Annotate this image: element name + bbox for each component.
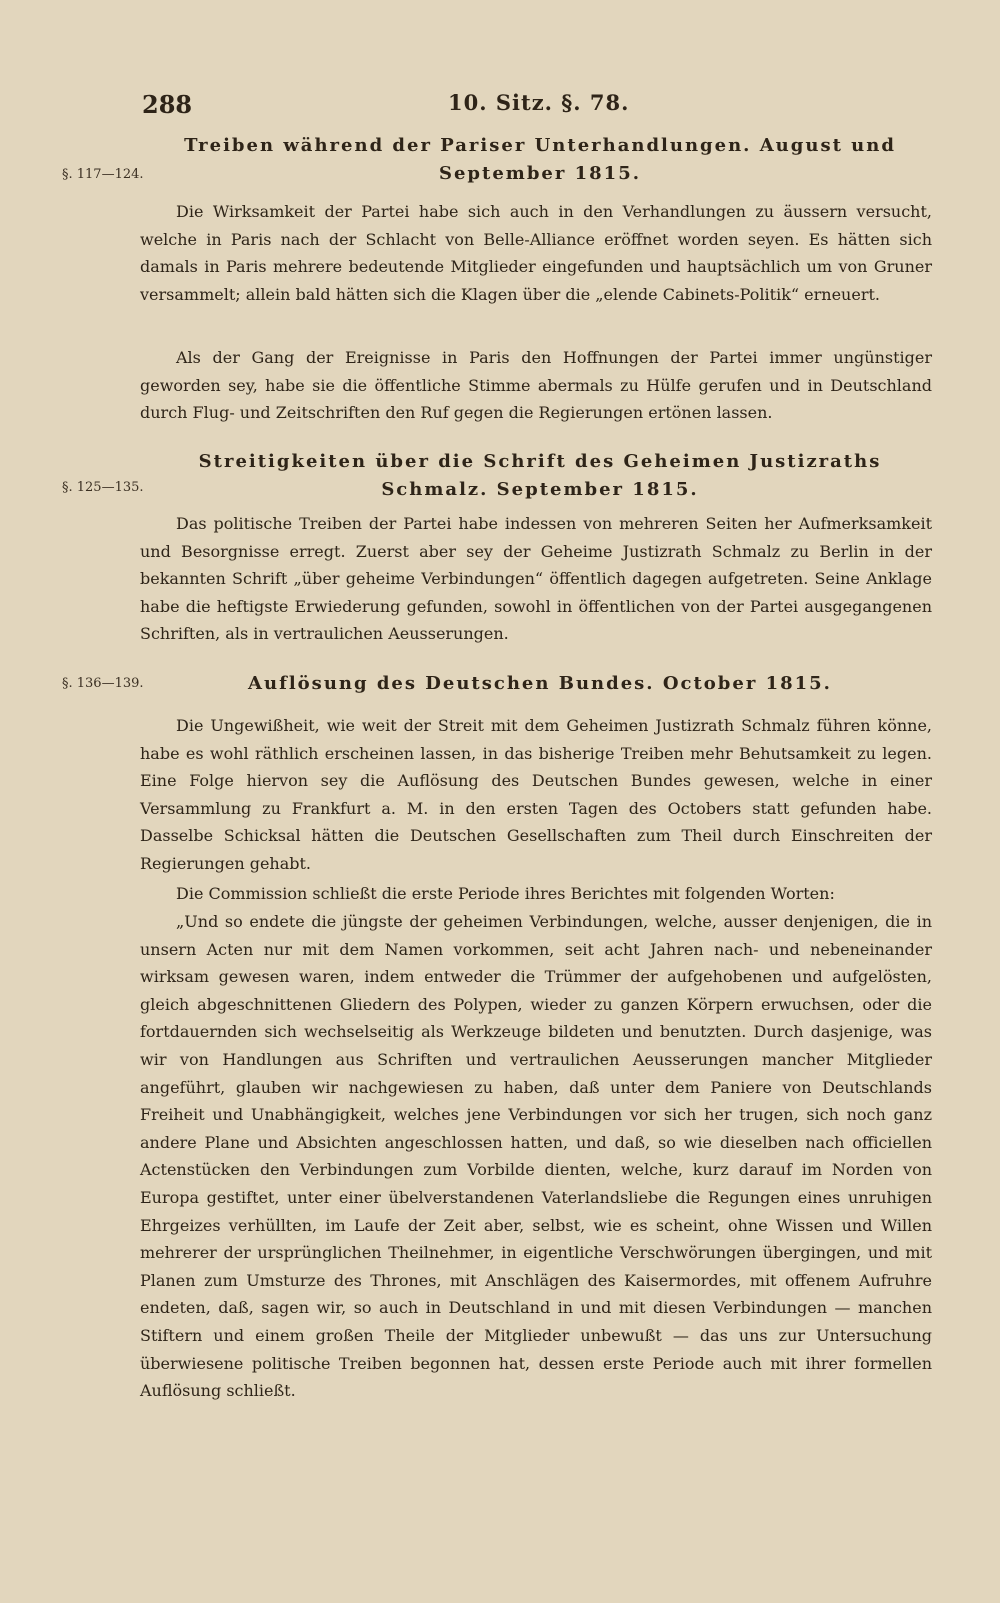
paragraph: Das politische Treiben der Partei habe indessen von mehreren Seiten her Aufmerksamkeit und Besorgnisse erregt. Zuerst aber sey der Geheime Justizrath Schmalz zu Berlin in der bekannten Schrift „über geheime Verbindungen“ öffentlich dagegen aufgetreten. Seine Anklage habe die heftigste Erwiederung gefunden, sowohl in öffentlichen von der Partei ausgegangenen Schriften, als in vertraulichen Aeusserungen. xyxy=(140,514,932,644)
page-header xyxy=(0,90,1000,124)
paragraph: Als der Gang der Ereignisse in Paris den Hoffnungen der Partei immer ungünstiger geworden sey, habe sie die öffentliche Stimme abermals zu Hülfe gerufen und in Deutschland durch Flug- und Zeitschriften den Ruf gegen die Regierungen ertönen lassen. xyxy=(140,348,932,423)
margin-reference: §. 125—135. xyxy=(62,480,144,495)
running-head: 10. Sitz. §. 78. xyxy=(448,90,630,115)
margin-reference: §. 136—139. xyxy=(62,676,144,691)
quoted-paragraph: „Und so endete die jüngste der geheimen Verbindungen, welche, ausser denjenigen, die in unsern Acten nur mit dem Namen vorkommen, seit acht Jahren nach- und nebeneinander wirksam gewesen waren, indem entweder die Trümmer der aufgehobenen und aufgelösten, gleich abgeschnittenen Gliedern des Polypen, wieder zu ganzen Körpern erwuchsen, oder die fortdauernden sich wechselseitig als Werkzeuge bildeten und benutzten. Durch dasjenige, was wir von Handlungen aus Schriften und vertraulichen Aeusserungen mancher Mitglieder angeführt, glauben wir nachgewiesen zu haben, daß unter dem Paniere von Deutschlands Freiheit und Unabhängigkeit, welches jene Verbindungen vor sich her trugen, sich noch ganz andere Plane und Absichten angeschlossen hatten, und daß, so wie dieselben nach officiellen Actenstücken den Verbindungen zum Vorbilde dienten, welche, kurz darauf im Norden von Europa gestiftet, unter einer übelverstandenen Vaterlandsliebe die Regungen eines unruhigen Ehrgeizes verhüllten, im Laufe der Zeit aber, selbst, wie es scheint, ohne Wissen und Willen mehrerer der ursprünglichen Theilnehmer, in eigentliche Verschwörungen übergingen, und mit Planen zum Umsturze des Thrones, mit Anschlägen des Kaisermordes, mit offenem Aufruhre endeten, daß, sagen wir, so auch in Deutschland in und mit diesen Verbindungen — manchen Stiftern und einem großen Theile der Mitglieder unbewußt — das uns zur Untersuchung überwiesene politische Treiben begonnen hat, dessen erste Periode auch mit ihrer formellen Auflösung schließt. xyxy=(140,912,932,1401)
page-number: 288 xyxy=(142,90,193,119)
section-heading: Auflösung des Deutschen Bundes. October 1815. xyxy=(248,673,832,694)
section-heading: Streitigkeiten über die Schrift des Geheimen Justizraths Schmalz. September 1815. xyxy=(198,451,882,500)
paragraph: Die Commission schließt die erste Periode ihres Berichtes mit folgenden Worten: xyxy=(176,884,835,903)
paragraph: Die Ungewißheit, wie weit der Streit mit dem Geheimen Justizrath Schmalz führen könne, habe es wohl räthlich erscheinen lassen, in das bisherige Treiben mehr Behutsamkeit zu legen. Eine Folge hiervon sey die Auflösung des Deutschen Bundes gewesen, welche in einer Versammlung zu Frankfurt a. M. in den ersten Tagen des Octobers statt gefunden habe. Dasselbe Schicksal hätten die Deutschen Gesellschaften zum Theil durch Einschreiten der Regierungen gehabt. xyxy=(140,716,932,873)
paragraph: Die Wirksamkeit der Partei habe sich auch in den Verhandlungen zu äussern versucht, welche in Paris nach der Schlacht von Belle-Alliance eröffnet worden seyen. Es hätten sich damals in Paris mehrere bedeutende Mitglieder eingefunden und hauptsächlich um von Gruner versammelt; allein bald hätten sich die Klagen über die „elende Cabinets-Politik“ erneuert. xyxy=(140,202,932,304)
margin-reference: §. 117—124. xyxy=(62,167,144,182)
section-heading: Treiben während der Pariser Unterhandlungen. August und September 1815. xyxy=(184,135,896,184)
